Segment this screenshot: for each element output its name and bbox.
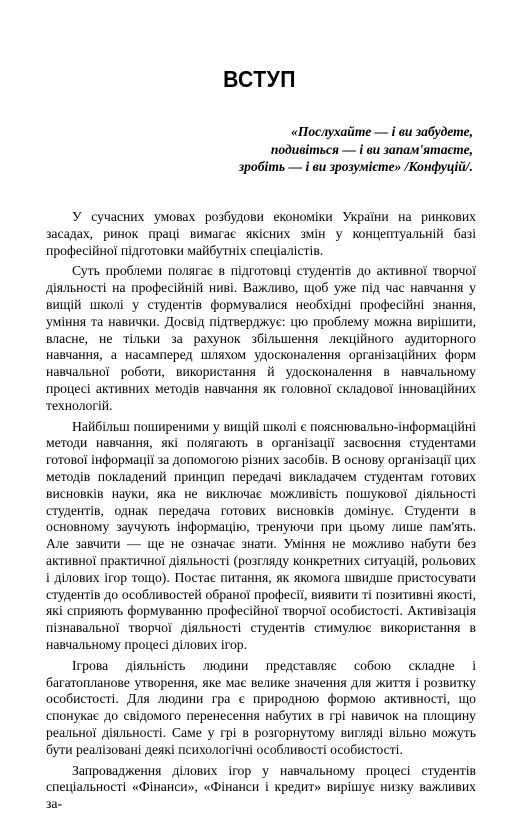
paragraph: Найбільш поширеними у вищій школі є пояснювально-інформаційні методи навчання, які полягають в організації засвоєння студентами готової інформації за допомогою різних засобів. В основу організації цих методів покладений принцип передачі викладачем студентам готових висновків науки, яка не виключає можливість пошукової діяльності студентів, однак передача готових висновків домінує. Студенти в основному заучують інформацію, тренуючи при цьому лише пам'ять. Але завчити — ще не означає знати. Уміння не можливо набути без активної практичної діяльності (розгляду конкретних ситуацій, рольових і ділових ігор тощо). Постає питання, як якомога швидше пристосувати студентів до особливостей обраної професії, виявити ті позитивні якості, які сприяють формуванню професійної творчої особистості. Активізація пізнавальної творчої діяльності студентів стимулює використання в навчальному процесі ділових ігор. (46, 418, 476, 652)
epigraph-line: подивіться — і ви запам'ятаєте, (270, 141, 473, 157)
epigraph-line: «Послухайте — і ви забудете, (291, 124, 473, 139)
paragraph: Суть проблеми полягає в підготовці студентів до активної творчої діяльності на професійній ниві. Важливо, щоб уже під час навчання у вищій школі у студентів формувалися необхідні професійні знання, уміння та навички. Досвід підтверджує: цю проблему можна вирішити, власне, не тільки за рахунок збільшення лекційного аудиторного навчання, а насамперед шляхом удосконалення організаційних форм навчальної роботи, використання й удосконалення в навчальному процесі активних методів навчання як головної складової інноваційних технологій. (46, 263, 476, 413)
epigraph-line: зробіть — і ви зрозумієте» /Конфуцій/. (238, 159, 473, 175)
paragraph: Запровадження ділових ігор у навчальному процесі студентів спеціальності «Фінанси», «Фінанси і кредит» вирішує низку важливих за- (46, 762, 476, 812)
paragraph: Ігрова діяльність людини представляє собою складне і багатопланове утворення, яке має велике значення для життя і розвитку особистості. Для людини гра є природною формою активності, що спонукає до свідомого перенесення набутих в грі навичок на площину реальної діяльності. Саме у грі в розгорнутому вигляді вільно можуть бути реалізовані деякі психологічні особливості особистості. (46, 657, 476, 757)
paragraph: У сучасних умовах розбудови економіки України на ринкових засадах, ринок праці вимагає якісних змін у концептуальній базі професійної підготовки майбутніх спеціалістів. (46, 209, 476, 258)
epigraph (143, 123, 473, 176)
chapter-title: ВСТУП (223, 66, 296, 92)
body-text (46, 209, 476, 817)
